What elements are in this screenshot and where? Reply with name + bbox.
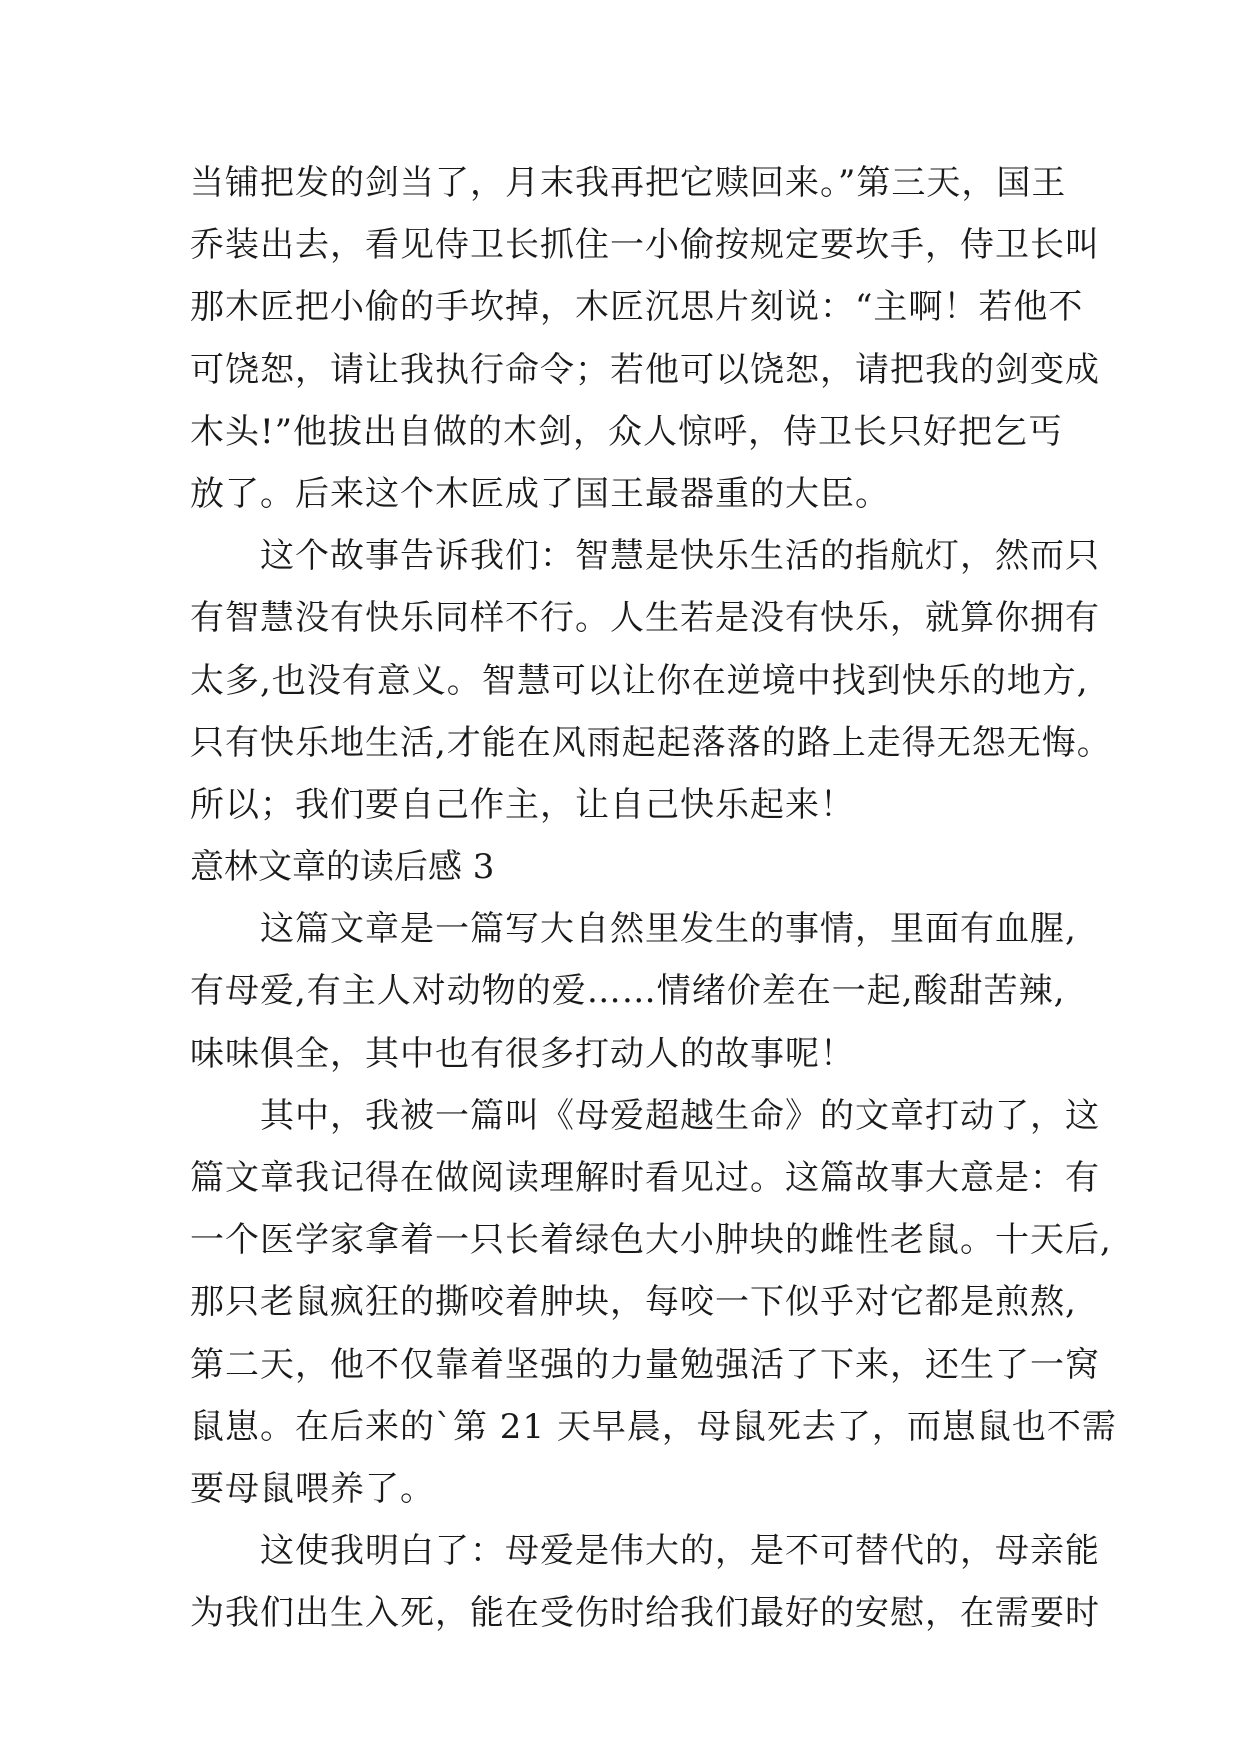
text-line: 这个故事告诉我们：智慧是快乐生活的指航灯，然而只 xyxy=(190,536,1100,577)
text-line: 这使我明白了：母爱是伟大的，是不可替代的，母亲能 xyxy=(190,1531,1100,1572)
text-line: 第二天，他不仅靠着坚强的力量勉强活了下来，还生了一窝 xyxy=(190,1344,1100,1385)
text-line: 味味俱全，其中也有很多打动人的故事呢！ xyxy=(190,1033,855,1074)
text-line: 鼠崽。在后来的`第 21 天早晨，母鼠死去了，而崽鼠也不需 xyxy=(190,1406,1117,1447)
text-line: 那只老鼠疯狂的撕咬着肿块，每咬一下似乎对它都是煎熬, xyxy=(190,1282,1077,1323)
text-line: 这篇文章是一篇写大自然里发生的事情，里面有血腥, xyxy=(190,909,1077,950)
text-line: 那木匠把小偷的手坎掉，木匠沉思片刻说：“主啊！若他不 xyxy=(190,287,1084,328)
text-line: 有智慧没有快乐同样不行。人生若是没有快乐，就算你拥有 xyxy=(190,598,1100,639)
text-line: 为我们出生入死，能在受伤时给我们最好的安慰，在需要时 xyxy=(190,1593,1100,1634)
text-line: 当铺把发的剑当了，月末我再把它赎回来。”第三天，国王 xyxy=(190,163,1067,203)
section-title: 意林文章的读后感 3 xyxy=(190,847,495,888)
text-line: 只有快乐地生活,才能在风雨起起落落的路上走得无怨无悔。 xyxy=(190,722,1112,763)
text-line: 所以；我们要自己作主，让自己快乐起来！ xyxy=(190,784,855,825)
article-body xyxy=(190,152,1117,1645)
text-line: 有母爱,有主人对动物的爱……情绪价差在一起,酸甜苦辣, xyxy=(190,971,1066,1012)
text-line: 木头!”他拔出自做的木剑，众人惊呼，侍卫长只好把乞丐 xyxy=(190,411,1064,452)
text-line: 一个医学家拿着一只长着绿色大小肿块的雌性老鼠。十天后, xyxy=(190,1220,1112,1261)
text-line: 太多,也没有意义。智慧可以让你在逆境中找到快乐的地方, xyxy=(190,660,1089,701)
text-line: 乔装出去，看见侍卫长抓住一小偷按规定要坎手，侍卫长叫 xyxy=(190,225,1100,266)
text-line: 篇文章我记得在做阅读理解时看见过。这篇故事大意是：有 xyxy=(190,1158,1100,1198)
text-line: 放了。后来这个木匠成了国王最器重的大臣。 xyxy=(190,473,890,514)
text-line: 可饶恕，请让我执行命令；若他可以饶恕，请把我的剑变成 xyxy=(190,349,1100,390)
text-line: 要母鼠喂养了。 xyxy=(190,1468,435,1509)
text-line: 其中，我被一篇叫《母爱超越生命》的文章打动了，这 xyxy=(190,1095,1100,1136)
